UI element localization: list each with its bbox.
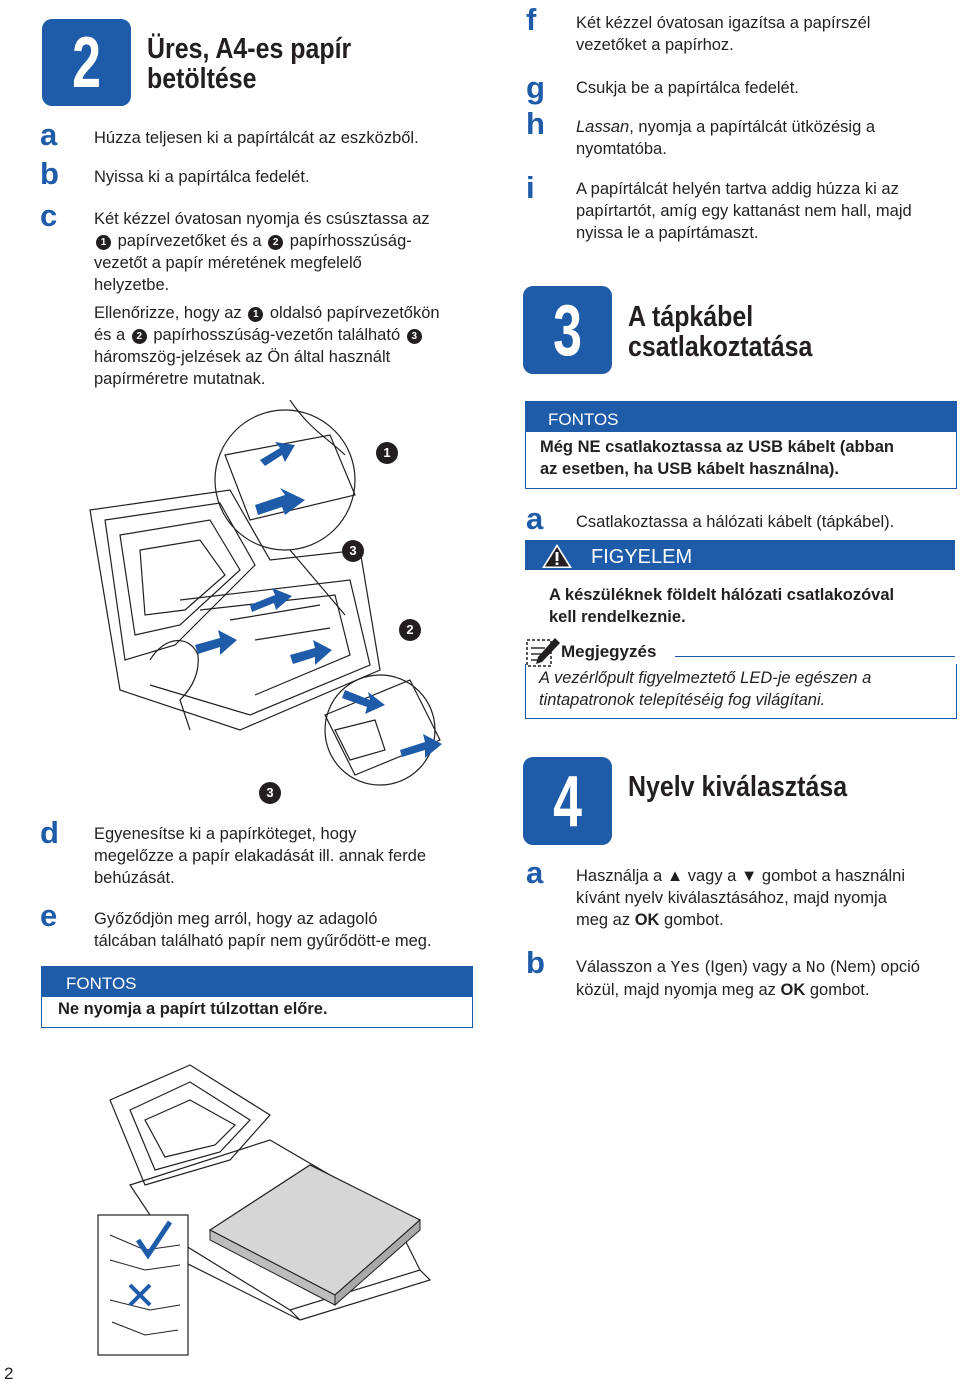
important-box-left	[41, 966, 473, 1028]
important-text: Még NE csatlakoztassa az USB kábelt (abban az esetben, ha USB kábelt használna).	[540, 438, 894, 478]
step-letter-c: c	[40, 198, 58, 233]
step-3-number-badge	[523, 286, 612, 374]
step-letter-g: g	[526, 70, 545, 105]
step-e-text: Győződjön meg arról, hogy az adagoló tálcában található papír nem gyűrődött-e meg.	[94, 910, 432, 950]
step-letter-b: b	[40, 156, 59, 191]
warning-label: FIGYELEM	[591, 546, 693, 568]
warning-icon	[539, 540, 575, 570]
important-label: FONTOS	[526, 402, 956, 432]
important-text: Ne nyomja a papírt túlzottan előre.	[58, 1000, 328, 1018]
callout-1-label: 1	[376, 442, 398, 464]
step-g-text: Csukja be a papírtálca fedelét.	[576, 79, 799, 97]
step-b-text: Nyissa ki a papírtálca fedelét.	[94, 168, 310, 186]
step-letter-a: a	[40, 117, 58, 152]
note-label: Megjegyzés	[561, 642, 657, 661]
step-d-text: Egyenesítse ki a papírköteget, hogy megelőzze a papír elakadását ill. annak ferde behúzását.	[94, 825, 427, 887]
step-2-title: Üres, A4-es papír betöltése	[147, 33, 352, 95]
paper-tray-guides-illustration	[80, 400, 480, 800]
step-2-number-badge	[42, 19, 131, 106]
step-3-title: A tápkábel csatlakoztatása	[628, 301, 813, 363]
step-h-text: Lassan, nyomja a papírtálcát ütközésig a nyomtatóba.	[576, 118, 876, 158]
callout-number-icon: 1	[96, 235, 111, 250]
step-letter-i: i	[526, 170, 535, 205]
step-4-b-text: Válasszon a Yes (Igen) vagy a No (Nem) opció közül, majd nyomja meg az OK gombot.	[576, 958, 920, 999]
step-letter-e: e	[40, 898, 58, 933]
callout-number-icon: 2	[132, 329, 147, 344]
step-4-letter-b: b	[526, 945, 545, 980]
step-letter-d: d	[40, 815, 59, 850]
callout-number-icon: 3	[407, 329, 422, 344]
step-4-number: 4	[553, 762, 582, 842]
warning-box	[525, 540, 955, 632]
step-f-text: Két kézzel óvatosan igazítsa a papírszél vezetőket a papírhoz.	[576, 14, 871, 54]
callout-3-label: 3	[342, 540, 364, 562]
step-a-text: Húzza teljesen ki a papírtálcát az eszközből.	[94, 129, 419, 147]
important-label: FONTOS	[42, 967, 472, 997]
warning-text: A készüléknek földelt hálózati csatlakozóval kell rendelkeznie.	[549, 586, 895, 626]
note-text: A vezérlőpult figyelmeztető LED-je egészen a tintapatronok telepítéséig fog világítani.	[539, 669, 872, 709]
step-letter-f: f	[526, 2, 537, 37]
step-4-letter-a: a	[526, 855, 544, 890]
step-c-paragraph-1: Két kézzel óvatosan nyomja és csúsztassa az 1 papírvezetőket és a 2 papírhosszúság- vezetőt a papír méretének megfelelő helyzetbe.	[94, 210, 430, 294]
step-4-number-badge	[523, 757, 612, 845]
callout-2-label: 2	[399, 619, 421, 641]
up-arrow-icon: ▲	[666, 867, 684, 885]
important-box-right	[525, 401, 957, 489]
step-i-text: A papírtálcát helyén tartva addig húzza ki az papírtartót, amíg egy kattanást nem hall, majd nyissa le a papírtámaszt.	[576, 180, 912, 242]
step-3-a-text: Csatlakoztassa a hálózati kábelt (tápkábel).	[576, 513, 895, 531]
step-c-paragraph-2: Ellenőrizze, hogy az 1 oldalsó papírvezetőkön és a 2 papírhosszúság-vezetőn található 3 háromszög-jelzések az Ön által használt papírméretre mutatnak.	[94, 304, 440, 388]
step-4-a-text: Használja a ▲ vagy a ▼ gombot a használni kívánt nyelv kiválasztásához, majd nyomja meg az OK gombot.	[576, 867, 906, 929]
step-2-number: 2	[72, 23, 101, 103]
step-4-title: Nyelv kiválasztása	[628, 771, 848, 803]
callout-3-label-lower: 3	[259, 782, 281, 804]
callout-number-icon: 2	[268, 235, 283, 250]
step-3-letter-a: a	[526, 501, 544, 536]
step-3-number: 3	[553, 291, 582, 371]
paper-stack-illustration	[90, 1060, 450, 1360]
down-arrow-icon: ▼	[740, 867, 758, 885]
note-box	[525, 636, 955, 718]
step-letter-h: h	[526, 106, 545, 141]
callout-number-icon: 1	[248, 307, 263, 322]
page-number: 2	[4, 1364, 14, 1383]
